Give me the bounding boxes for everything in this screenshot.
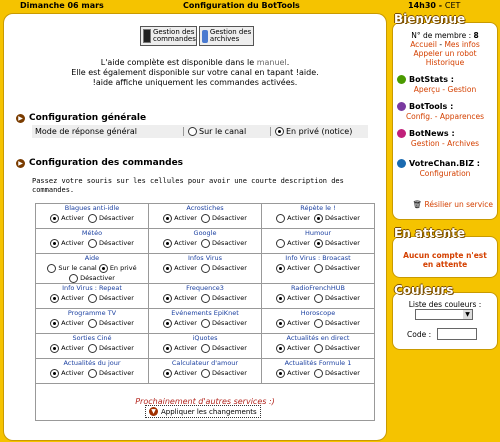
opt-desactiver[interactable]: Désactiver [69,274,115,282]
gestion-commandes-label: Gestion des commandes [152,28,196,43]
bienvenue-title: Bienvenue [394,12,466,26]
gestion-archives-button[interactable] [199,26,254,46]
command-name: Aide [84,254,100,262]
opt-activer[interactable]: Activer [50,239,84,247]
opt-desactiver[interactable]: Désactiver [88,369,134,377]
radio-icon [201,239,210,248]
arrow-right-icon [397,75,406,84]
command-name: RadioFrenchHUB [291,284,345,292]
command-options [36,318,148,328]
command-options [36,238,148,248]
radio-icon [69,274,78,283]
arrow-right-icon [397,102,406,111]
chevron-down-icon: ▼ [149,407,158,416]
opt-desactiver[interactable]: Désactiver [201,239,247,247]
mode-opt-prive[interactable]: En privé (notice) [271,127,356,136]
table-row [36,254,375,284]
radio-icon [50,369,59,378]
opt-desactiver[interactable]: Désactiver [88,319,134,327]
command-options [149,213,261,223]
historique-link[interactable]: Historique [425,58,465,67]
mode-label: Mode de réponse général [35,127,137,136]
bot-links[interactable]: Gestion - Archives [410,139,480,148]
opt-activer[interactable]: Activer [276,264,310,272]
command-cell [36,284,149,309]
command-cell [262,359,375,384]
commands-table [35,203,375,421]
command-options [149,343,261,353]
opt-desactiver[interactable]: Désactiver [314,239,360,247]
opt-desactiver[interactable]: Désactiver [201,369,247,377]
couleurs-list-label: Liste des couleurs : [408,300,482,309]
bot-links[interactable]: Aperçu - Gestion [413,85,477,94]
mode-reponse-row [32,125,368,138]
opt-activer[interactable]: Activer [276,294,310,302]
command-name: Météo [81,229,103,237]
opt-activer[interactable]: Activer [163,294,197,302]
table-row [36,309,375,334]
config-generale-heading: ▶ Configuration générale [16,113,146,123]
radio-icon [314,214,323,223]
opt-desactiver[interactable]: Désactiver [201,294,247,302]
command-name: Infos Virus [187,254,223,262]
archive-icon [202,30,208,43]
command-name: Programme TV [67,309,117,317]
member-number: N° de membre : 8 [411,31,479,40]
opt-activer[interactable]: Activer [276,344,310,352]
radio-icon [50,214,59,223]
command-cell [36,309,149,334]
opt-activer[interactable]: Activer [276,214,310,222]
commandes-hint: Passez votre souris sur les cellules pour avoir une courte description des commandes. [32,177,344,194]
opt-desactiver[interactable]: Désactiver [314,294,360,302]
radio-icon [88,369,97,378]
intro-line1: L'aide complète est disponible dans le manuel. [100,58,290,67]
opt-prive[interactable]: En privé [99,264,137,272]
opt-activer[interactable]: Activer [163,319,197,327]
radio-icon [276,239,285,248]
command-options [262,213,374,223]
couleurs-panel [392,292,498,350]
bot-links[interactable]: Config. - Apparences [405,112,485,121]
radio-icon [163,214,172,223]
command-options [36,293,148,303]
command-cell [149,334,262,359]
command-name: Google [193,229,217,237]
command-cell [36,254,149,284]
command-options [149,368,261,378]
date-text: Dimanche 06 mars [20,1,104,10]
radio-icon [163,369,172,378]
opt-activer[interactable]: Activer [50,319,84,327]
radio-icon [201,319,210,328]
couleurs-select[interactable] [415,309,473,320]
opt-desactiver[interactable]: Désactiver [314,369,360,377]
command-cell [149,204,262,229]
radio-icon [163,294,172,303]
radio-icon [201,214,210,223]
radio-icon [163,239,172,248]
command-name: Blagues anti-idle [64,204,120,212]
command-cell [149,284,262,309]
command-options [36,368,148,378]
opt-desactiver[interactable]: Désactiver [88,344,134,352]
opt-activer[interactable]: Activer [163,264,197,272]
command-cell [262,334,375,359]
bienvenue-panel [392,22,498,220]
command-options [149,318,261,328]
opt-desactiver[interactable]: Désactiver [201,264,247,272]
radio-icon [314,239,323,248]
opt-desactiver[interactable]: Désactiver [88,214,134,222]
manuel-link[interactable]: manuel [256,58,287,67]
command-name: Calculateur d'amour [171,359,239,367]
prochain-text: Prochainement d'autres services :) [135,397,275,406]
radio-checked-icon [99,264,108,273]
intro-line2: Elle est également disponible sur votre canal en tapant !aide. [71,68,319,77]
terminal-icon [143,29,151,43]
command-name: Sorties Ciné [72,334,112,342]
radio-icon [50,239,59,248]
couleurs-title: Couleurs [394,283,454,297]
bot-heading: BotStats : [397,75,454,84]
intro-line3: !aide affiche uniquement les commandes activées. [92,78,298,87]
resilier-link[interactable]: Résilier un service [424,200,493,209]
opt-canal[interactable]: Sur le canal [47,264,96,272]
command-name: Evénements EpiKnet [171,309,239,317]
radio-icon [314,369,323,378]
opt-desactiver[interactable]: Désactiver [314,214,360,222]
radio-icon [314,264,323,273]
command-name: Actualités Formule 1 [284,359,352,367]
time-text: 14h30 - CET [408,1,461,10]
radio-icon [88,344,97,353]
radio-icon [88,239,97,248]
radio-icon [276,264,285,273]
command-options [36,213,148,223]
radio-icon [314,344,323,353]
opt-desactiver[interactable]: Désactiver [314,344,360,352]
radio-icon [188,127,197,136]
command-options [36,263,148,283]
radio-icon [201,264,210,273]
arrow-right-icon: ▶ [16,159,25,168]
trash-icon: 🗑 [412,200,423,209]
arrow-right-icon [397,159,406,168]
radio-icon [276,344,285,353]
command-cell [149,229,262,254]
command-options [149,263,261,273]
command-name: Acrostiches [186,204,224,212]
gestion-commandes-button[interactable] [140,26,197,46]
opt-activer[interactable]: Activer [50,369,84,377]
command-cell [262,229,375,254]
command-options [149,238,261,248]
command-cell [149,309,262,334]
table-row [36,359,375,384]
mode-opt-canal[interactable]: Sur le canal [183,127,271,136]
arrow-right-icon: ▶ [16,114,25,123]
opt-activer[interactable]: Activer [50,344,84,352]
opt-desactiver[interactable]: Désactiver [88,239,134,247]
appeler-robot-link[interactable]: Appeler un robot [413,49,477,58]
table-row [36,334,375,359]
command-cell [36,204,149,229]
radio-icon [163,264,172,273]
opt-activer[interactable]: Activer [50,294,84,302]
bot-heading: BotTools : [397,102,453,111]
table-row [36,284,375,309]
radio-icon [163,319,172,328]
opt-activer[interactable]: Activer [163,369,197,377]
radio-icon [276,294,285,303]
opt-desactiver[interactable]: Désactiver [201,344,247,352]
opt-activer[interactable]: Activer [276,239,310,247]
command-options [262,318,374,328]
opt-desactiver[interactable]: Désactiver [201,319,247,327]
bot-links[interactable]: Configuration [419,169,471,178]
command-cell [149,254,262,284]
opt-desactiver[interactable]: Désactiver [314,264,360,272]
command-cell [149,359,262,384]
mes-infos-link[interactable]: Mes infos [444,40,480,49]
command-options [149,293,261,303]
radio-icon [201,344,210,353]
command-cell [262,254,375,284]
command-name: Info Virus : Repeat [62,284,122,292]
attente-title: En attente [394,226,466,240]
command-name: Actualités en direct [286,334,350,342]
command-options [36,343,148,353]
bienvenue-links: Accueil - Mes infos Appeler un robot Historique [410,40,480,67]
apply-button[interactable]: ▼ Appliquer les changements [145,405,261,418]
table-row [36,229,375,254]
opt-activer[interactable]: Activer [163,214,197,222]
gestion-archives-label: Gestion des archives [209,28,252,43]
top-bar [0,0,500,12]
opt-activer[interactable]: Activer [163,344,197,352]
command-name: Humour [304,229,332,237]
command-options [262,263,374,273]
radio-icon [276,369,285,378]
resilier-row[interactable] [397,200,493,209]
opt-desactiver[interactable]: Désactiver [201,214,247,222]
radio-icon [314,319,323,328]
radio-icon [47,264,56,273]
opt-activer[interactable]: Activer [276,369,310,377]
radio-icon [276,319,285,328]
bot-heading: VotreChan.BIZ : [397,159,480,168]
opt-activer[interactable]: Activer [50,214,84,222]
opt-desactiver[interactable]: Désactiver [314,319,360,327]
main-panel [3,13,387,441]
table-row [36,204,375,229]
radio-icon [201,294,210,303]
radio-icon [50,294,59,303]
command-cell [262,204,375,229]
radio-icon [88,294,97,303]
radio-icon [50,344,59,353]
radio-checked-icon [275,127,284,136]
arrow-right-icon [397,129,406,138]
code-label: Code : [407,330,432,339]
command-name: Frequence3 [186,284,224,292]
radio-icon [88,214,97,223]
radio-icon [88,319,97,328]
chevron-down-icon: ▼ [463,310,472,319]
command-cell [262,284,375,309]
command-options [262,238,374,248]
command-options [262,343,374,353]
radio-icon [163,344,172,353]
code-input[interactable] [437,328,477,340]
bot-heading: BotNews : [397,129,455,138]
command-cell [36,359,149,384]
page-title: Configuration du BotTools [183,1,300,10]
radio-icon [314,294,323,303]
opt-desactiver[interactable]: Désactiver [88,294,134,302]
command-cell [36,229,149,254]
command-cell [36,334,149,359]
opt-activer[interactable]: Activer [276,319,310,327]
opt-activer[interactable]: Activer [163,239,197,247]
command-name: iQuotes [192,334,218,342]
radio-icon [50,319,59,328]
attente-text: Aucun compte n'est en attente [403,251,487,269]
command-options [262,293,374,303]
command-name: Horoscope [300,309,336,317]
accueil-link[interactable]: Accueil [410,40,437,49]
radio-icon [276,214,285,223]
command-options [262,368,374,378]
command-name: Info Virus : Broacast [285,254,351,262]
command-cell [262,309,375,334]
command-name: Actualités du jour [63,359,121,367]
radio-icon [201,369,210,378]
config-commandes-heading: ▶ Configuration des commandes [16,158,183,168]
command-name: Répète le ! [300,204,336,212]
attente-panel [392,236,498,278]
